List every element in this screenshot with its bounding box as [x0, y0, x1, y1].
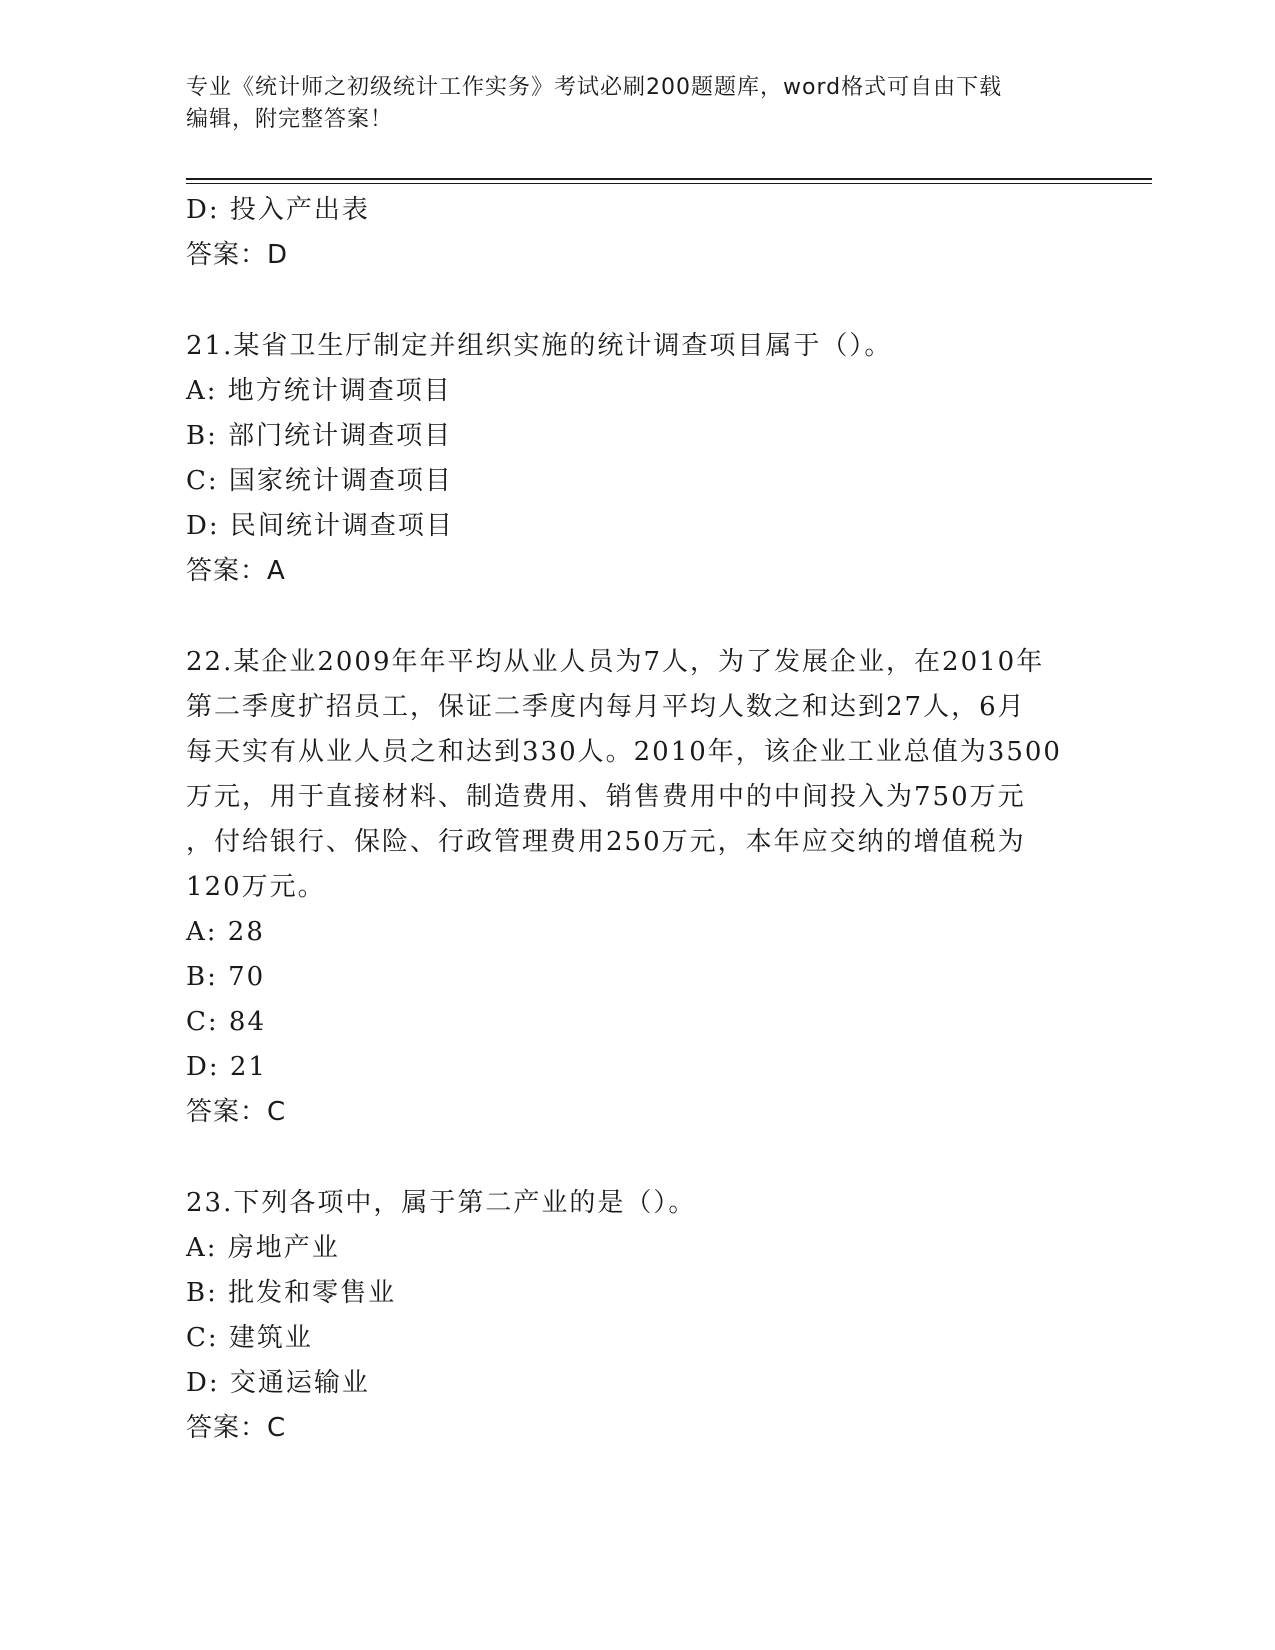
document-header [186, 72, 1066, 136]
question-22 [186, 640, 1076, 1135]
option-c: C: 国家统计调查项目 [186, 466, 453, 496]
question-stem-line: 120万元。 [186, 872, 326, 902]
option-b: B: 70 [186, 962, 266, 992]
option-c: C: 建筑业 [186, 1323, 313, 1353]
header-line-2: 编辑，附完整答案！ [186, 107, 394, 132]
carryover-question [186, 188, 1076, 278]
question-stem-line: ，付给银行、保险、行政管理费用250万元，本年应交纳的增值税为 [186, 827, 1026, 857]
question-stem-line: 万元，用于直接材料、制造费用、销售费用中的中间投入为750万元 [186, 782, 1026, 812]
option-d: D: 交通运输业 [186, 1368, 370, 1398]
header-line-1: 专业《统计师之初级统计工作实务》考试必刷200题题库，word格式可自由下载 [186, 75, 1003, 100]
question-stem-line: 第二季度扩招员工，保证二季度内每月平均人数之和达到27人，6月 [186, 692, 1026, 722]
question-stem-line: 每天实有从业人员之和达到330人。2010年，该企业工业总值为3500 [186, 737, 1062, 767]
option-a: A: 28 [186, 917, 265, 947]
answer-line: 答案：D [186, 240, 289, 270]
question-23 [186, 1181, 1076, 1451]
option-b: B: 部门统计调查项目 [186, 421, 453, 451]
option-b: B: 批发和零售业 [186, 1278, 397, 1308]
question-stem: 23.下列各项中，属于第二产业的是（）。 [186, 1188, 697, 1218]
option-d: D: 投入产出表 [186, 195, 370, 225]
header-divider-thin [186, 183, 1152, 184]
header-divider-thick [186, 178, 1152, 180]
answer-line: 答案：A [186, 556, 286, 586]
answer-line: 答案：C [186, 1413, 287, 1443]
option-d: D: 21 [186, 1052, 267, 1082]
option-c: C: 84 [186, 1007, 267, 1037]
answer-line: 答案：C [186, 1097, 287, 1127]
question-stem-line: 22.某企业2009年年平均从业人员为7人，为了发展企业，在2010年 [186, 647, 1045, 677]
option-a: A: 房地产业 [186, 1233, 340, 1263]
option-d: D: 民间统计调查项目 [186, 511, 454, 541]
question-stem: 21.某省卫生厅制定并组织实施的统计调查项目属于（）。 [186, 331, 893, 361]
question-list [186, 188, 1076, 1451]
option-a: A: 地方统计调查项目 [186, 376, 452, 406]
question-21 [186, 324, 1076, 594]
